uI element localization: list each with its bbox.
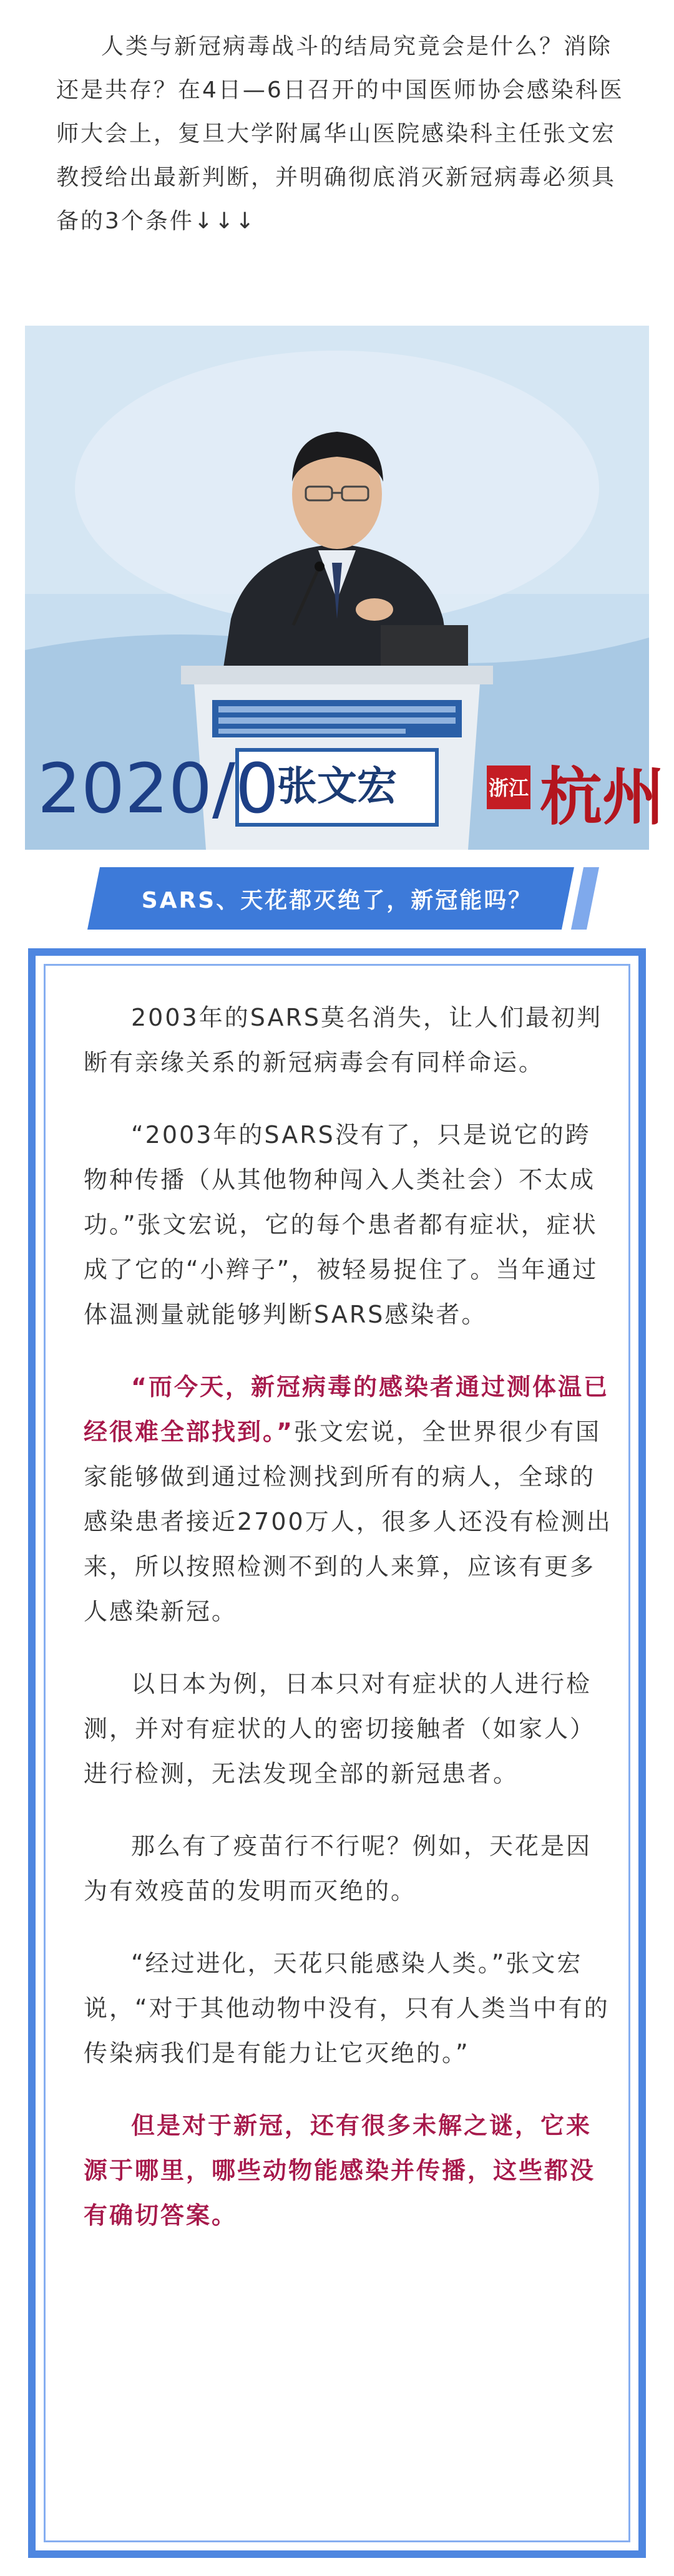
paragraph-text: “2003年的SARS没有了，只是说它的跨物种传播（从其他物种闯入人类社会）不太成功。”张文宏说，它的每个患者都有症状，症状成了它的“小辫子”，被轻易捉住了。当年通过体温测量就能够判断SARS感染者。 xyxy=(84,1121,598,1328)
highlighted-quote: 但是对于新冠，还有很多未解之谜，它来源于哪里，哪些动物能感染并传播，这些都没有确切答案。 xyxy=(84,2112,596,2229)
highlighted-quote: “而今天，新冠病毒的感染者通过测体温已经很难全部找到。” xyxy=(84,1373,609,1446)
article-paragraph xyxy=(84,1364,614,1634)
article-paragraph xyxy=(84,995,614,1085)
speaker-photo xyxy=(25,326,665,850)
article-paragraph xyxy=(84,1824,614,1913)
article-body xyxy=(84,995,614,2265)
paragraph-text: “经过进化，天花只能感染人类。”张文宏说，“对于其他动物中没有，只有人类当中有的传染病我们是有能力让它灭绝的。” xyxy=(84,1950,610,2067)
section-banner xyxy=(25,867,649,930)
section-title: SARS、天花都灭绝了，新冠能吗？ xyxy=(141,887,533,913)
city-name: 杭州 xyxy=(540,760,665,834)
intro-paragraph: 人类与新冠病毒战斗的结局究竟会是什么？消除还是共存？在4日—6日召开的中国医师协会感染科医师大会上，复旦大学附属华山医院感染科主任张文宏教授给出最新判断，并明确彻底消灭新冠病毒必须具备的3个条件↓↓↓ xyxy=(56,34,624,234)
podium-name: 张文宏 xyxy=(277,764,397,810)
article-paragraph xyxy=(84,1661,614,1796)
paragraph-text: 2003年的SARS莫名消失，让人们最初判断有亲缘关系的新冠病毒会有同样命运。 xyxy=(84,1004,603,1076)
city-badge: 浙江 xyxy=(488,776,529,800)
paragraph-text: 张文宏说，全世界很少有国家能够做到通过检测找到所有的病人，全球的感染患者接近2700万人，很多人还没有检测出来，所以按照检测不到的人来算，应该有更多人感染新冠。 xyxy=(84,1418,612,1625)
paragraph-text: 以日本为例，日本只对有症状的人进行检测，并对有症状的人的密切接触者（如家人）进行检测，无法发现全部的新冠患者。 xyxy=(84,1670,596,1787)
article-paragraph xyxy=(84,1941,614,2076)
article-paragraph xyxy=(84,1112,614,1337)
paragraph-text: 那么有了疫苗行不行呢？例如，天花是因为有效疫苗的发明而灭绝的。 xyxy=(84,1832,592,1905)
backdrop-year: 2020/0 xyxy=(37,749,279,829)
article-paragraph xyxy=(84,2103,614,2238)
